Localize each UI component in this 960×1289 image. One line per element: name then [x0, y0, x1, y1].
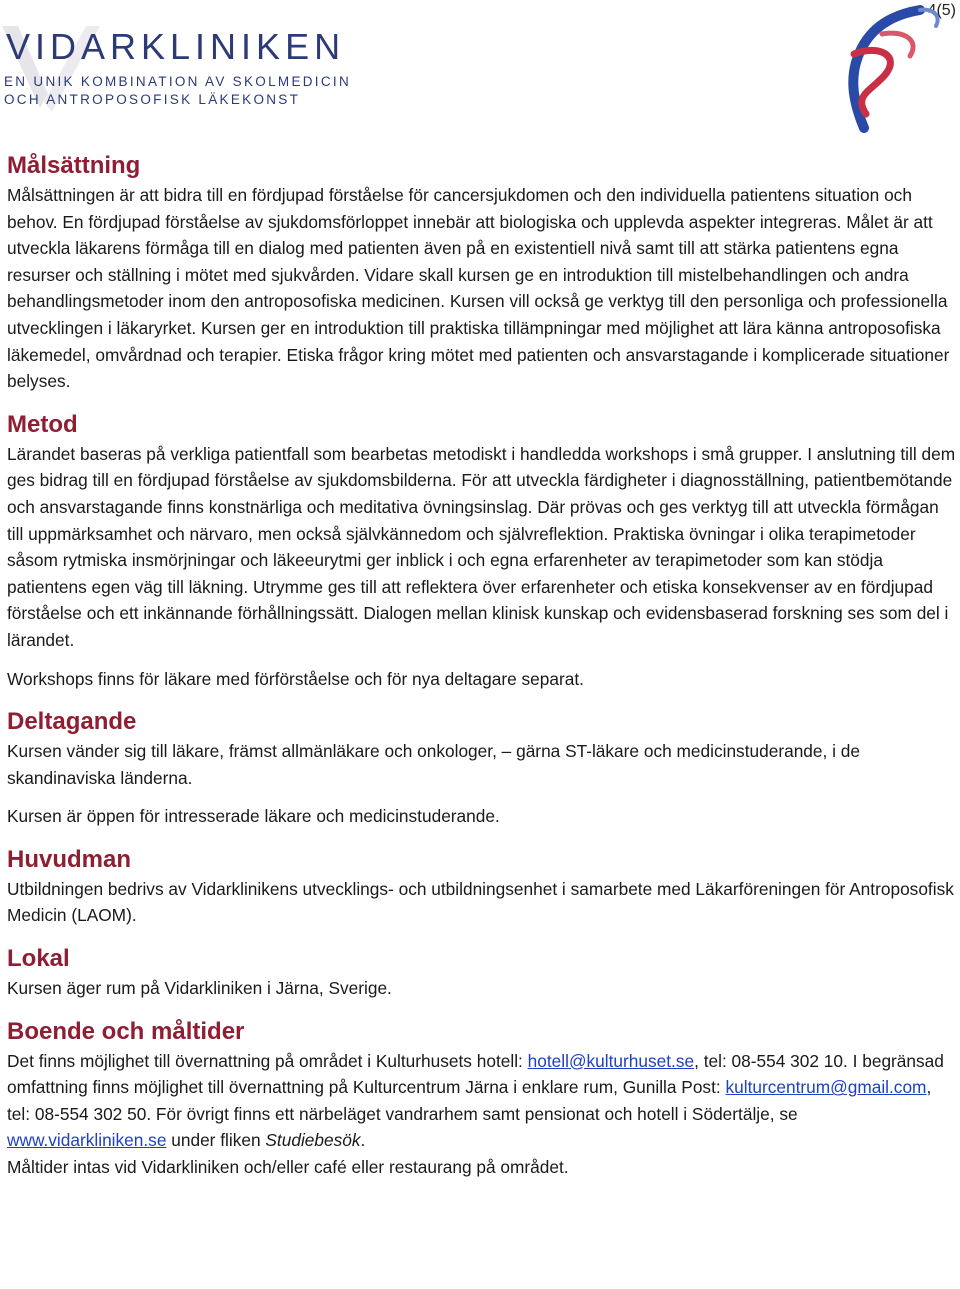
email-link-kulturcentrum[interactable]: kulturcentrum@gmail.com — [725, 1077, 927, 1098]
boende-text-1: Det finns möjlighet till övernattning på området i Kulturhusets hotell: — [7, 1050, 528, 1071]
page-number: 4(5) — [927, 2, 956, 19]
paragraph-maltider: Måltider intas vid Vidarkliniken och/eller café eller restaurang på området. — [7, 1157, 569, 1178]
boende-emphasis: Studiebesök — [265, 1130, 361, 1151]
heading-boende: Boende och måltider — [7, 1017, 245, 1045]
heading-metod: Metod — [7, 410, 78, 438]
heading-malsattning: Målsättning — [7, 152, 141, 179]
boende-text-4: under fliken — [166, 1130, 266, 1151]
paragraph-huvudman: Utbildningen bedrivs av Vidarklinikens utvecklings- och utbildningsenhet i samarbete med Läkarföreningen för Antroposofisk Medicin (LAOM). — [7, 878, 954, 926]
logo-title: VIDARKLINIKEN — [6, 26, 346, 67]
email-link-kulturhuset[interactable]: hotell@kulturhuset.se — [527, 1050, 695, 1071]
caduceus-icon — [824, 4, 954, 134]
paragraph-deltagande-2: Kursen är öppen för intresserade läkare och medicinstuderande. — [7, 806, 500, 827]
logo-tagline-1: EN UNIK KOMBINATION AV SKOLMEDICIN — [4, 74, 351, 89]
heading-lokal: Lokal — [7, 945, 70, 973]
website-link-vidarkliniken[interactable]: www.vidarkliniken.se — [7, 1130, 167, 1151]
logo-tagline-2: OCH ANTROPOSOFISK LÄKEKONST — [4, 92, 301, 107]
paragraph-lokal: Kursen äger rum på Vidarkliniken i Järna, Sverige. — [7, 978, 392, 999]
paragraph-metod-2: Workshops finns för läkare med förförståelse och för nya deltagare separat. — [7, 668, 584, 689]
paragraph-deltagande: Kursen vänder sig till läkare, främst allmänläkare och onkologer, – gärna ST-läkare och medicinstuderande, i de skandinaviska länderna. — [7, 741, 860, 788]
heading-deltagande: Deltagande — [7, 708, 137, 736]
paragraph-boende — [7, 1048, 957, 1154]
paragraph-metod: Lärandet baseras på verkliga patientfall som bearbetas metodiskt i handledda workshops i små grupper. I anslutning till dem ges bidrag till en fördjupad förståelse av sjukdomsbilderna. För att utveckla färdigheter i diagnosställning, patientbemötande och ansvarstagande finns konstnärliga och meditativa övningsinslag. Där prövas och ges verktyg till att utveckla förmågan till uppmärksamhet och närvaro, men också självkännedom och självreflektion. Praktiska övningar i olika terapimetoder såsom rytmiska insmörjningar och läkeeurytmi ger inblick i och egna erfarenheter av terapimetoder som kan stödja patientens egen väg till läkning. Utrymme ges till att reflektera över erfarenheter och etiska konsekvenser av en fördjupad förståelse och ett inkännande förhållningssätt. Dialogen mellan klinisk kunskap och evidensbaserad forskning ses som del i lärandet. — [7, 443, 956, 650]
boende-text-3: , tel: 08-554 302 50. För övrigt finns ett närbeläget vandrarhem samt pensionat och hotell i Södertälje, se — [7, 1077, 932, 1124]
boende-text-2: , tel: 08-554 302 10. I begränsad omfattning finns möjlighet till övernattning på Kulturcentrum Järna i enklare rum, Gunilla Post: — [7, 1050, 944, 1098]
boende-text-5: . — [360, 1130, 366, 1151]
heading-huvudman: Huvudman — [7, 845, 132, 873]
document-body — [7, 150, 957, 1181]
paragraph-malsattning: Målsättningen är att bidra till en fördjupad förståelse för cancersjukdomen och den individuella patientens situation och behov. En fördjupad förståelse av sjukdomsförloppet innebär att biologiska och upplevda aspekter integreras. Målet är att utveckla läkarens förmåga till en dialog med patienten även på en existentiell nivå samt till att stärka patientens egna resurser och ställning i mötet med sjukvården. Vidare skall kursen ge en introduktion till mistelbehandlingen och andra behandlingsmetoder inom den antroposofiska medicinen. Kursen vill också ge verktyg till den personliga och professionella utvecklingen i läkaryrket. Kursen ger en introduktion till praktiska tillämpningar med möjlighet att lära känna antroposofiska läkemedel, omvårdnad och terapier. Etiska frågor kring mötet med patienten och ansvarstagande i komplicerade situationer belyses. — [7, 185, 950, 392]
